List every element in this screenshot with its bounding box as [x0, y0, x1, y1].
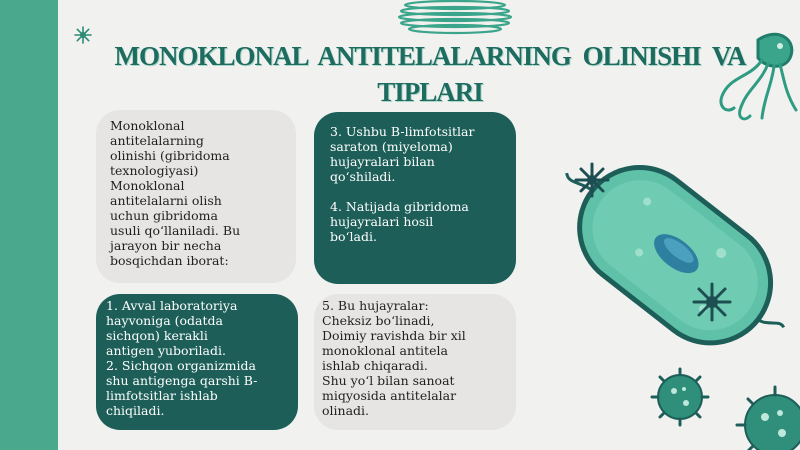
page-title: MONOKLONAL ANTITELALARNING OLINISHI VA TIPLARI [114, 41, 746, 107]
snowflake-icon [74, 26, 92, 44]
spiral-icon [395, 0, 515, 36]
virus-icon [640, 355, 800, 450]
intro-card: Monoklonal antitelalarning olinishi (gibridoma texnologiyasi) Monoklonal antitelalarni olish uchun gibridoma usuli qo‘llaniladi. Bu jarayon bir necha bosqichdan iborat: [96, 110, 296, 283]
step-5-card: 5. Bu hujayralar: Cheksiz bo‘linadi, Doimiy ravishda bir xil monoklonal antitela ishlab chiqaradi. Shu yo‘l bilan sanoat miqyosida antitelalar olinadi. [314, 294, 516, 430]
steps-1-2-card: 1. Avval laboratoriya hayvoniga (odatda sichqon) kerakli antigen yuboriladi. 2. Sichqon organizmida shu antigenga qarshi B- limfotsitlar ishlab chiqiladi. [96, 294, 298, 430]
left-accent-band [0, 0, 58, 450]
steps-3-4-card: 3. Ushbu B-limfotsitlar saraton (miyeloma) hujayralari bilan qo‘shiladi. 4. Natijada gibridoma hujayralari hosil bo‘ladi. [314, 112, 516, 284]
